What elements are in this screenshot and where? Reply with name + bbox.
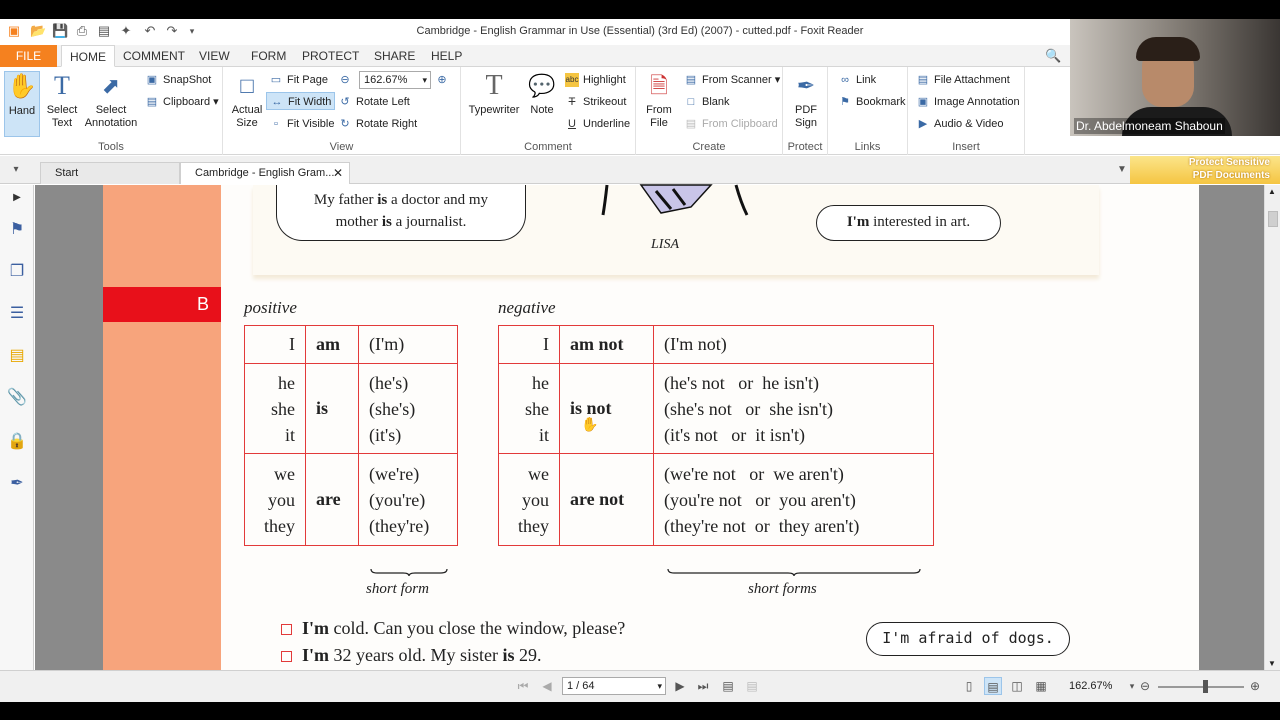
speech1-e: is [381, 214, 392, 230]
tools-group-label: Tools [98, 141, 124, 153]
properties-icon[interactable]: ▤ [97, 23, 111, 38]
links-group-label: Links [854, 141, 881, 153]
select-text-icon: T [54, 71, 70, 100]
subject: you [522, 489, 549, 510]
example-2-a: I'm [302, 645, 329, 665]
page-margin-band [103, 185, 221, 670]
tab-protect[interactable]: PROTECT [302, 49, 360, 63]
table-row [245, 454, 458, 546]
from-file-label: From File [646, 104, 672, 129]
short-form: (you're not or you aren't) [664, 489, 856, 510]
image-annotation-label: Image Annotation [934, 96, 1020, 108]
short-form: (they're) [369, 515, 430, 536]
customize-arrow-icon[interactable]: ▾ [189, 26, 195, 36]
verb-cell [306, 326, 359, 364]
highlight-icon: abc [565, 73, 579, 87]
page-number-input[interactable] [562, 677, 666, 695]
verb-cell [306, 454, 359, 546]
blank-button[interactable] [684, 93, 730, 111]
zoom-slider[interactable] [1158, 686, 1244, 688]
underline-label: Underline [583, 118, 631, 130]
page-number-value: 1 / 64 [567, 680, 595, 692]
from-clipboard-button [684, 115, 778, 133]
subject: he [278, 372, 295, 393]
subject: you [268, 489, 295, 510]
single-page-icon[interactable]: ▯ [965, 679, 973, 693]
speech1-b: is [377, 192, 388, 208]
previous-page-icon[interactable]: ◀ [542, 679, 552, 693]
actual-size-button[interactable] [229, 71, 265, 130]
subject: they [264, 515, 295, 536]
save-icon[interactable]: 💾 [52, 23, 69, 38]
from-clipboard-label: From Clipboard [702, 118, 778, 130]
lisa-caption: LISA [651, 237, 679, 252]
select-annotation-icon: ⬈ [101, 73, 121, 98]
close-tab-icon[interactable]: ✕ [332, 166, 343, 180]
redo-icon[interactable]: ↷ [166, 23, 178, 38]
presenter-name: Dr. Abdelmoneam Shaboun [1076, 119, 1223, 133]
tab-file[interactable]: FILE [0, 45, 57, 67]
signatures-icon[interactable]: ✒ [10, 475, 24, 492]
select-annotation-label: Select Annotation [84, 104, 138, 129]
status-zoom-dropdown-icon[interactable]: ▾ [1129, 681, 1135, 691]
links-group [828, 67, 908, 155]
speech2-b: interested in art. [869, 214, 971, 230]
tab-document[interactable] [180, 162, 350, 184]
create-group [636, 67, 783, 155]
short-form: (it's) [369, 424, 402, 445]
underline-button[interactable] [565, 115, 630, 133]
print-icon[interactable]: ⎙ [76, 23, 88, 38]
example-2-c: is [502, 645, 515, 665]
next-view-icon[interactable]: ▤ [746, 679, 758, 693]
speech1-f: a journalist. [391, 214, 467, 230]
tab-form[interactable]: FORM [251, 49, 287, 63]
blank-page-icon: □ [687, 96, 695, 109]
strikeout-button[interactable] [565, 93, 626, 111]
comment-group [461, 67, 636, 155]
subject: I [543, 334, 549, 354]
status-zoom-value[interactable]: 162.67% [1069, 680, 1113, 692]
undo-icon[interactable]: ↶ [144, 23, 156, 38]
zoom-value: 162.67% [364, 74, 408, 86]
layers-icon[interactable]: ☰ [9, 305, 25, 322]
blank-label: Blank [702, 96, 730, 108]
select-annotation-button[interactable] [84, 71, 138, 130]
scroll-thumb[interactable] [1268, 211, 1278, 227]
short-form: (he's not or he isn't) [664, 372, 819, 393]
tabs-dropdown-icon[interactable]: ▼ [1117, 164, 1127, 175]
page-dropdown-icon: ▾ [657, 681, 662, 691]
tab-start[interactable]: Start [40, 162, 180, 184]
create-group-label: Create [692, 141, 726, 153]
scroll-down-icon[interactable]: ▼ [1268, 659, 1276, 668]
from-clipboard-icon: ▤ [685, 118, 697, 131]
scanner-icon: ▤ [685, 74, 697, 87]
verb: are [316, 489, 341, 509]
short-forms-caption: short forms [748, 581, 817, 597]
tab-comment[interactable]: COMMENT [123, 49, 185, 63]
image-annotation-button[interactable] [916, 93, 1020, 111]
bookmark-label: Bookmark [856, 96, 906, 108]
from-scanner-label: From Scanner [702, 74, 772, 86]
protect-group-label: Protect [787, 141, 823, 153]
tab-help[interactable]: HELP [431, 49, 463, 63]
verb-cell [560, 454, 654, 546]
document-tabs [0, 156, 1280, 184]
typewriter-icon: T [485, 70, 503, 101]
image-icon: ▣ [917, 96, 929, 109]
verb: is [316, 398, 329, 418]
promo-line2: PDF Documents [1192, 170, 1270, 181]
negative-heading: negative [498, 298, 556, 317]
speech-bubble-dogs: I'm afraid of dogs. [866, 622, 1070, 656]
short-form: (they're not or they aren't) [664, 515, 860, 536]
verb: am [316, 334, 340, 354]
fit-visible-icon: ▫ [274, 118, 278, 131]
short-form-cell [359, 454, 458, 546]
table-row [499, 364, 934, 454]
bookmark-button[interactable] [838, 93, 906, 111]
previous-view-icon[interactable]: ▤ [722, 679, 734, 693]
short-form: (he's) [369, 372, 409, 393]
short-form-cell [654, 454, 934, 546]
underline-icon: U [568, 118, 576, 131]
foxit-logo-icon: ▣ [7, 23, 21, 38]
fit-page-button[interactable] [269, 71, 328, 89]
pdf-sign-button[interactable] [787, 71, 825, 130]
link-button[interactable] [838, 71, 876, 89]
from-scanner-button[interactable]: ▤ From Scanner ▾ [685, 74, 781, 87]
short-form: (you're) [369, 489, 426, 510]
short-form: (we're not or we aren't) [664, 463, 844, 484]
from-file-icon: 🗎 [650, 73, 668, 98]
fit-page-icon: ▭ [270, 74, 282, 87]
link-label: Link [856, 74, 877, 86]
short-form: (I'm) [369, 334, 405, 354]
verb-cell [560, 364, 654, 454]
subject-cell [499, 326, 560, 364]
rotate-right-icon: ↻ [340, 118, 350, 131]
foxit-window [0, 19, 1280, 702]
bookmarks-icon[interactable]: ⚑ [9, 221, 25, 238]
short-form: (she's) [369, 398, 416, 419]
open-icon[interactable]: 📂 [30, 23, 47, 38]
short-form-caption: short form [366, 581, 429, 597]
continuous-icon[interactable]: ▤ [984, 677, 1002, 695]
last-page-icon[interactable]: ⏭ [697, 679, 709, 693]
speech1-a: My father [313, 192, 378, 208]
snapshot-label: SnapShot [163, 74, 212, 86]
subject-cell [245, 364, 306, 454]
verb-cell [560, 326, 654, 364]
subject-cell [245, 326, 306, 364]
security-icon[interactable]: 🔒 [7, 433, 27, 450]
tab-menu-icon[interactable]: ▾ [13, 164, 19, 175]
rotate-left-icon: ↺ [340, 96, 350, 109]
actual-size-icon: □ [240, 73, 254, 98]
subject-cell [245, 454, 306, 546]
lisa-illustration [601, 185, 751, 227]
speech-bubble-father [276, 185, 526, 241]
facing-icon[interactable]: ◫ [1011, 679, 1023, 693]
section-marker: B [103, 287, 221, 322]
subject: she [271, 398, 295, 419]
audio-video-label: Audio & Video [934, 118, 1004, 130]
note-icon: 💬 [528, 73, 556, 98]
short-form: (it's not or it isn't) [664, 424, 805, 445]
actual-size-label: Actual Size [231, 104, 263, 129]
tab-home[interactable]: HOME [61, 45, 115, 67]
pdf-sign-label: PDF Sign [794, 104, 818, 129]
subject: they [518, 515, 549, 536]
pdf-page [103, 185, 1199, 670]
example-2-b: 32 years old. My sister [329, 645, 503, 665]
table-row [245, 364, 458, 454]
view-group [223, 67, 461, 155]
short-form: (we're) [369, 463, 420, 484]
first-page-icon[interactable]: ⏮ [517, 679, 529, 693]
subject: we [528, 463, 549, 484]
pdf-sign-icon: ✒ [796, 73, 816, 98]
camera-icon: ▣ [146, 74, 158, 87]
fit-page-label: Fit Page [287, 74, 328, 86]
clipboard-button[interactable]: ▤ Clipboard ▾ [146, 96, 219, 109]
tab-view[interactable]: VIEW [199, 49, 230, 63]
clipboard-icon: ▤ [146, 96, 158, 109]
verb: are not [570, 489, 625, 509]
hand-cursor-icon: ✋ [581, 418, 599, 433]
document-viewport[interactable] [35, 185, 1264, 670]
zoom-dropdown-icon: ▾ [422, 75, 427, 85]
short-form-cell [654, 364, 934, 454]
speech1-c: a doctor and my [387, 192, 489, 208]
table-row [499, 326, 934, 364]
example-1-b: cold. Can you close the window, please? [329, 618, 626, 638]
status-bar [0, 670, 1280, 702]
hand-icon: ✋ [7, 73, 37, 100]
status-zoom-out-icon[interactable]: ⊖ [1139, 679, 1151, 693]
next-page-icon[interactable]: ▶ [675, 679, 685, 693]
short-form: (I'm not) [664, 334, 727, 354]
hand-label: Hand [8, 105, 36, 117]
window-title: Cambridge - English Grammar in Use (Essential) (3rd Ed) (2007) - cutted.pdf - Foxit Reader [416, 25, 864, 37]
status-zoom-in-icon[interactable]: ⊕ [1249, 679, 1261, 693]
rotate-left-label: Rotate Left [356, 96, 410, 108]
expand-panel-icon[interactable]: ▶ [13, 192, 21, 203]
pages-icon[interactable]: ❐ [9, 263, 25, 280]
tools-group [0, 67, 223, 155]
comments-icon[interactable]: ▤ [9, 347, 25, 364]
subject: she [525, 398, 549, 419]
subject: he [532, 372, 549, 393]
link-icon: ∞ [841, 74, 849, 87]
zoom-select[interactable] [359, 71, 431, 89]
typewriter-button[interactable] [467, 71, 521, 117]
subject-cell [499, 364, 560, 454]
table-row [499, 454, 934, 546]
table-row [245, 326, 458, 364]
checkbox-icon [281, 624, 292, 635]
view-group-label: View [329, 141, 354, 153]
subject-cell [499, 454, 560, 546]
bookmark-icon: ⚑ [840, 96, 850, 109]
fit-visible-button[interactable] [269, 115, 334, 133]
hand-button[interactable] [4, 71, 40, 137]
verb: am not [570, 334, 624, 354]
strikeout-label: Strikeout [583, 96, 627, 108]
fit-width-icon: ↔ [271, 96, 283, 109]
promo-line1: Protect Sensitive [1188, 157, 1270, 168]
zoom-in-icon[interactable]: ⊕ [437, 74, 447, 87]
subject: it [284, 424, 295, 445]
example-1-a: I'm [302, 618, 329, 638]
example-1 [281, 618, 625, 639]
tab-share[interactable]: SHARE [374, 49, 416, 63]
verb: is not [570, 398, 612, 418]
rotate-right-label: Rotate Right [356, 118, 418, 130]
note-button[interactable] [525, 71, 559, 117]
highlight-label: Highlight [583, 74, 626, 86]
zoom-out-icon[interactable]: ⊖ [340, 74, 350, 87]
promo-banner[interactable] [1130, 156, 1280, 184]
continuous-facing-icon[interactable]: ▦ [1035, 679, 1047, 693]
note-label: Note [530, 104, 554, 116]
clipboard-label: Clipboard [163, 96, 211, 108]
short-form-cell [359, 326, 458, 364]
new-icon[interactable]: ✦ [120, 23, 132, 38]
rotate-left-button[interactable] [338, 93, 410, 111]
short-form: (she's not or she isn't) [664, 398, 833, 419]
verb-cell [306, 364, 359, 454]
typewriter-label: Typewriter [468, 104, 520, 116]
file-attachment-button[interactable] [916, 71, 1010, 89]
vertical-scrollbar[interactable] [1264, 185, 1280, 670]
negative-table [498, 325, 934, 546]
comment-group-label: Comment [524, 141, 572, 153]
tab-document-label: Cambridge - English Gram... [195, 167, 335, 179]
speech-bubble-lisa [816, 205, 1001, 241]
scroll-up-icon[interactable]: ▲ [1268, 187, 1276, 196]
insert-group-label: Insert [952, 141, 980, 153]
zoom-slider-thumb[interactable] [1203, 680, 1208, 693]
example-2 [281, 645, 542, 666]
speech2-a: I'm [846, 214, 870, 230]
strikeout-icon: T [568, 96, 576, 109]
short-forms-brace [666, 567, 922, 577]
select-text-label: Select Text [46, 104, 78, 129]
attachments-icon[interactable]: 📎 [7, 389, 27, 406]
fit-width-button[interactable] [266, 92, 335, 110]
fit-width-label: Fit Width [288, 96, 332, 108]
navigation-panel [0, 185, 34, 702]
from-file-button[interactable] [642, 71, 676, 130]
positive-heading: positive [244, 298, 297, 317]
speech1-d: mother [335, 214, 382, 230]
attachment-icon: ▤ [917, 74, 929, 87]
checkbox-icon [281, 651, 292, 662]
rotate-right-button[interactable] [338, 115, 417, 133]
subject: I [289, 334, 295, 354]
subject: it [538, 424, 549, 445]
file-attachment-label: File Attachment [934, 74, 1010, 86]
video-icon: ▶ [918, 118, 928, 131]
positive-table [244, 325, 458, 546]
highlight-button[interactable] [565, 71, 626, 89]
protect-group [783, 67, 828, 155]
fit-visible-label: Fit Visible [287, 118, 335, 130]
presenter-hair [1136, 37, 1200, 61]
example-2-d: 29. [514, 645, 542, 665]
audio-video-button[interactable] [916, 115, 1004, 133]
subject: we [274, 463, 295, 484]
insert-group [908, 67, 1025, 155]
folder-search-icon[interactable]: 🔍 [1045, 48, 1062, 63]
short-form-cell [654, 326, 934, 364]
short-form-brace [369, 567, 449, 577]
webcam-overlay [1070, 19, 1280, 136]
snapshot-button[interactable] [145, 71, 211, 89]
select-text-button[interactable] [42, 71, 82, 130]
short-form-cell [359, 364, 458, 454]
